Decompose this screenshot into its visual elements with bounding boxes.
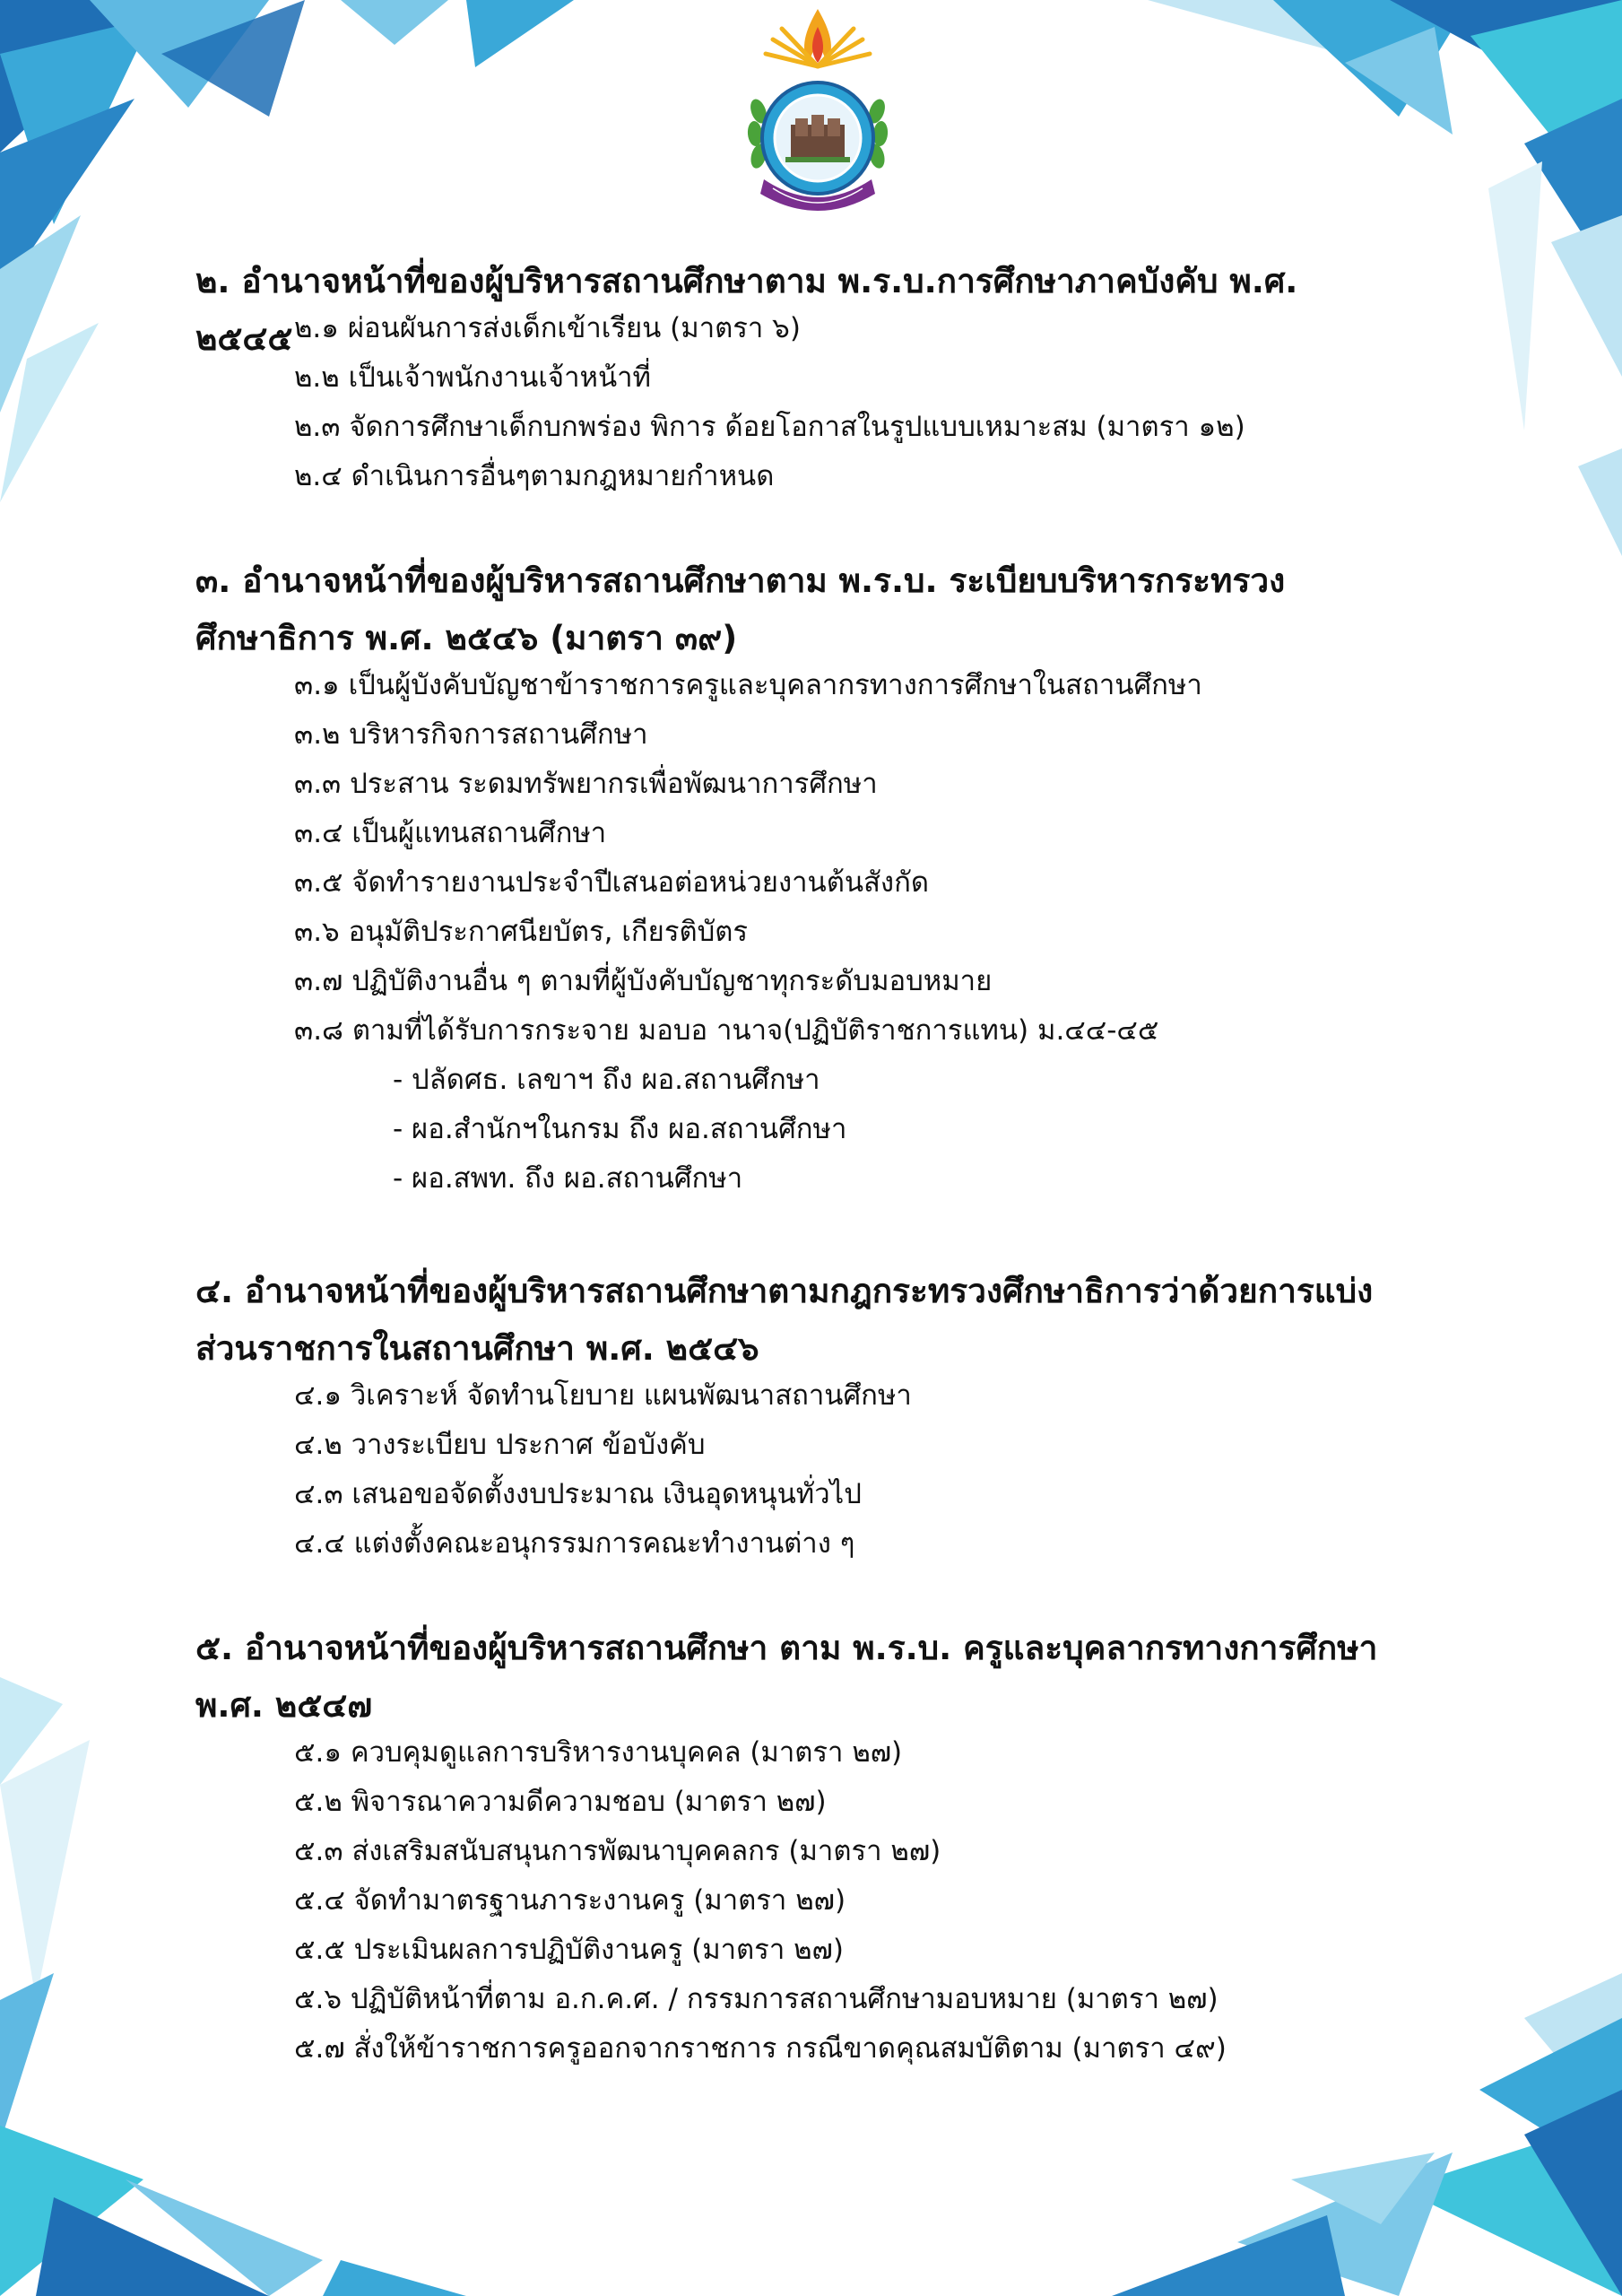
- section-3-subitem-1: - ปลัดศธ. เลขาฯ ถึง ผอ.สถานศึกษา: [393, 1064, 820, 1096]
- section-3-item-3: ๓.๓ ประสาน ระดมทรัพยากรเพื่อพัฒนาการศึกษา: [294, 768, 878, 800]
- section-3-item-6: ๓.๖ อนุมัติประกาศนียบัตร, เกียรติบัตร: [294, 916, 749, 948]
- section-3-item-8: ๓.๘ ตามที่ได้รับการกระจาย มอบอ านาจ(ปฏิบัติราชการแทน) ม.๔๔-๔๕: [294, 1014, 1159, 1047]
- section-4-item-3: ๔.๓ เสนอขอจัดตั้งงบประมาณ เงินอุดหนุนทั่วไป: [294, 1478, 862, 1510]
- section-4-item-2: ๔.๒ วางระเบียบ ประกาศ ข้อบังคับ: [294, 1429, 706, 1461]
- section-2-item-4: ๒.๔ ดำเนินการอื่นๆตามกฎหมายกำหนด: [294, 460, 775, 492]
- section-5-item-7: ๕.๗ สั่งให้ข้าราชการครูออกจากราชการ กรณีขาดคุณสมบัติตาม (มาตรา ๔๙): [294, 2032, 1227, 2065]
- section-5-heading: ๕. อำนาจหน้าที่ของผู้บริหารสถานศึกษา ตาม พ.ร.บ. ครูและบุคลากรทางการศึกษา พ.ศ. ๒๕๔๗: [195, 1629, 1378, 1725]
- section-2-item-2: ๒.๒ เป็นเจ้าพนักงานเจ้าหน้าที่: [294, 361, 651, 394]
- section-3-subitem-3: - ผอ.สพท. ถึง ผอ.สถานศึกษา: [393, 1162, 743, 1195]
- section-3-subitem-2: - ผอ.สำนักฯในกรม ถึง ผอ.สถานศึกษา: [393, 1113, 847, 1145]
- section-3-item-7: ๓.๗ ปฏิบัติงานอื่น ๆ ตามที่ผู้บังคับบัญชาทุกระดับมอบหมาย: [294, 965, 993, 997]
- section-4-heading: ๔. อำนาจหน้าที่ของผู้บริหารสถานศึกษาตามกฎกระทรวงศึกษาธิการว่าด้วยการแบ่งส่วนราชการในสถานศึกษา พ.ศ. ๒๕๔๖: [195, 1272, 1374, 1368]
- section-2-item-3: ๒.๓ จัดการศึกษาเด็กบกพร่อง พิการ ด้อยโอกาสในรูปแบบเหมาะสม (มาตรา ๑๒): [294, 411, 1245, 443]
- section-3-item-1: ๓.๑ เป็นผู้บังคับบัญชาข้าราชการครูและบุคลากรทางการศึกษาในสถานศึกษา: [294, 669, 1202, 701]
- section-5-item-6: ๕.๖ ปฏิบัติหน้าที่ตาม อ.ก.ค.ศ. / กรรมการสถานศึกษามอบหมาย (มาตรา ๒๗): [294, 1983, 1219, 2015]
- section-5-item-5: ๕.๕ ประเมินผลการปฏิบัติงานครู (มาตรา ๒๗): [294, 1934, 844, 1966]
- section-5-item-4: ๕.๔ จัดทำมาตรฐานภาระงานครู (มาตรา ๒๗): [294, 1884, 846, 1917]
- section-4-item-4: ๔.๔ แต่งตั้งคณะอนุกรรมการคณะทำงานต่าง ๆ: [294, 1527, 855, 1560]
- section-2-item-1: ๒.๑ ผ่อนผันการส่งเด็กเข้าเรียน (มาตรา ๖): [294, 312, 801, 344]
- section-5-item-1: ๕.๑ ควบคุมดูแลการบริหารงานบุคคล (มาตรา ๒๗): [294, 1736, 903, 1769]
- section-4-item-1: ๔.๑ วิเคราะห์ จัดทำนโยบาย แผนพัฒนาสถานศึกษา: [294, 1379, 912, 1412]
- section-2-heading: ๒. อำนาจหน้าที่ของผู้บริหารสถานศึกษาตาม พ.ร.บ.การศึกษาภาคบังคับ พ.ศ. ๒๕๔๕: [195, 262, 1298, 358]
- section-3-item-5: ๓.๕ จัดทำรายงานประจำปีเสนอต่อหน่วยงานต้นสังกัด: [294, 866, 929, 899]
- section-3-heading: ๓. อำนาจหน้าที่ของผู้บริหารสถานศึกษาตาม พ.ร.บ. ระเบียบบริหารกระทรวงศึกษาธิการ พ.ศ. ๒๕๔๖ (มาตรา ๓๙): [195, 561, 1286, 657]
- section-5-item-2: ๕.๒ พิจารณาความดีความชอบ (มาตรา ๒๗): [294, 1786, 827, 1818]
- section-3-item-4: ๓.๔ เป็นผู้แทนสถานศึกษา: [294, 817, 607, 849]
- section-3-item-2: ๓.๒ บริหารกิจการสถานศึกษา: [294, 718, 648, 751]
- section-5-item-3: ๕.๓ ส่งเสริมสนับสนุนการพัฒนาบุคคลกร (มาตรา ๒๗): [294, 1835, 941, 1867]
